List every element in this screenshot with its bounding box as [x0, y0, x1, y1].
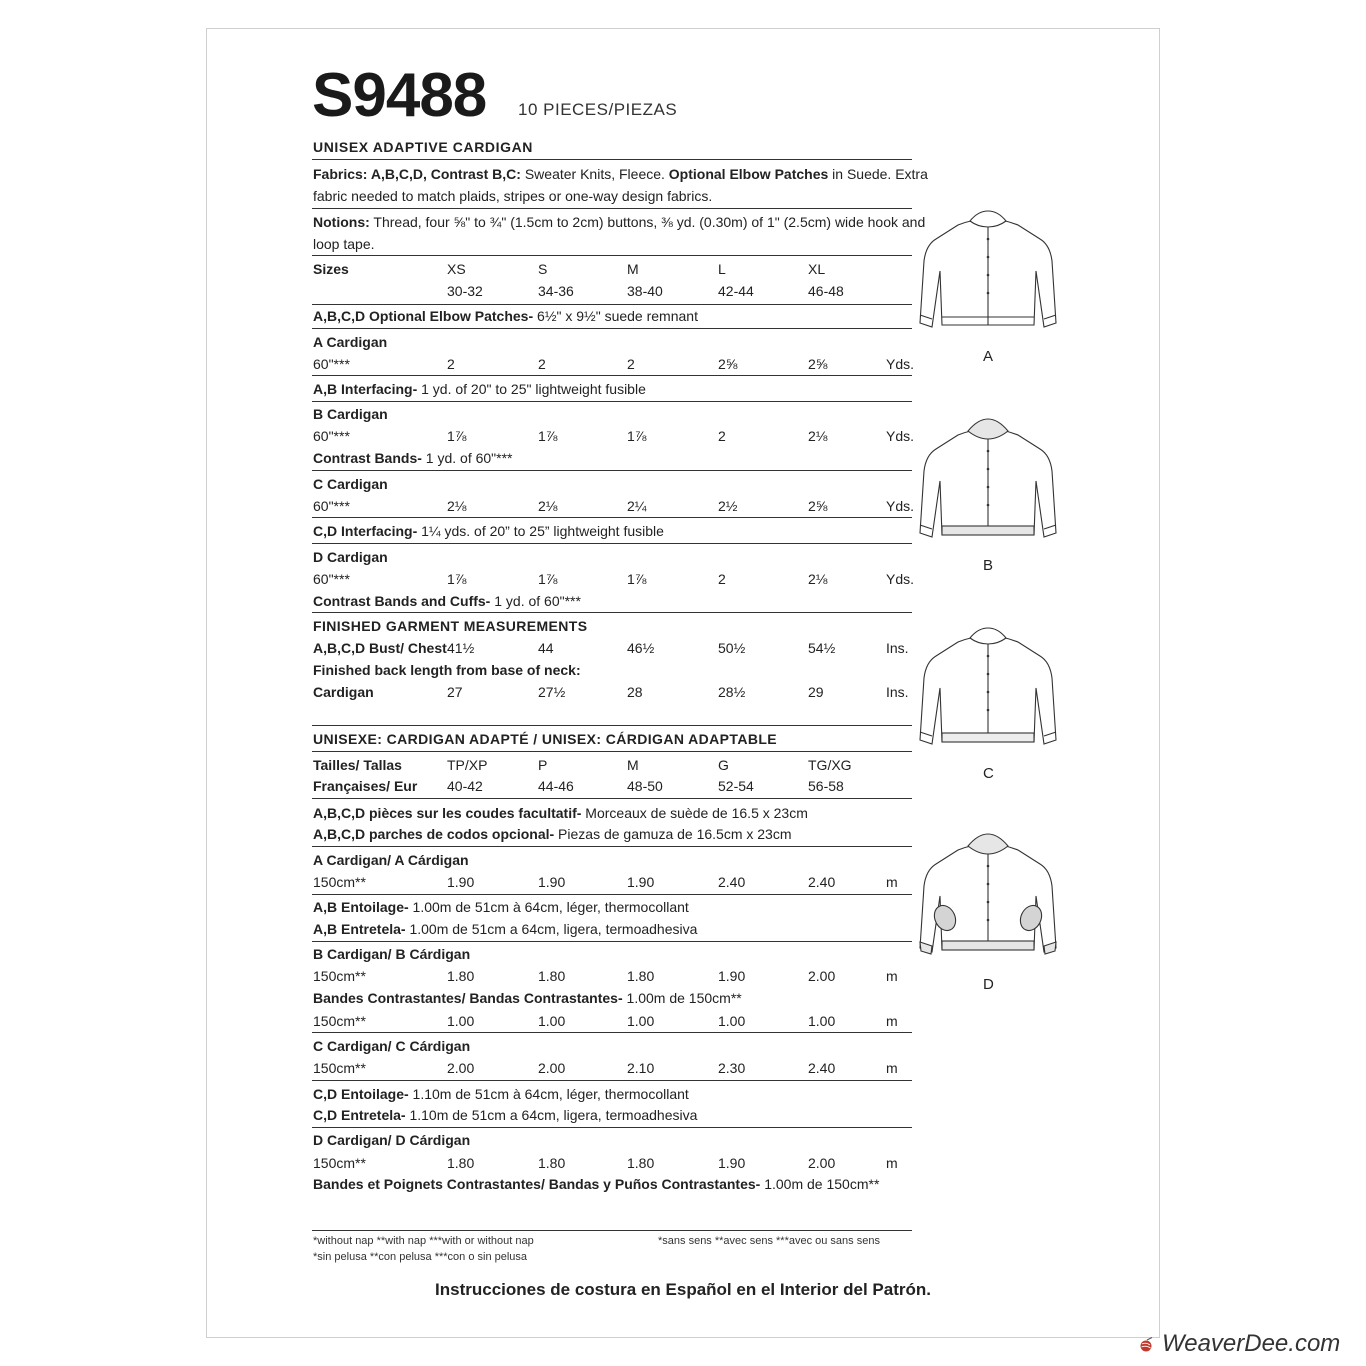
- a-cardigan-label: A Cardigan: [313, 334, 388, 350]
- size-range: 56-58: [808, 778, 844, 794]
- value-cell: 28: [627, 684, 643, 700]
- fabric-width: 60"***: [313, 428, 350, 444]
- elbow-patches-line: A,B,C,D Optional Elbow Patches- 6½" x 9½" suede remnant: [313, 308, 698, 324]
- value-cell: 2⅛: [447, 498, 467, 514]
- view-c-illustration: [918, 622, 1058, 762]
- value-cell: 54½: [808, 640, 836, 656]
- value-cell: 1.00: [718, 1013, 746, 1029]
- unit-label: Ins.: [886, 684, 909, 700]
- value-cell: 2: [447, 356, 455, 372]
- yarn-icon: [1138, 1337, 1154, 1353]
- value-cell: 1⅞: [627, 428, 647, 444]
- cd-interfacing-line: C,D Interfacing- 1¼ yds. of 20” to 25” lightweight fusible: [313, 523, 664, 539]
- view-b-label: B: [983, 557, 994, 574]
- value-cell: 1.80: [627, 968, 655, 984]
- d-cardigan-label: D Cardigan: [313, 549, 388, 565]
- spanish-instructions-note: Instrucciones de costura en Español en el Interior del Patrón.: [435, 1280, 931, 1299]
- divider: [312, 401, 912, 402]
- size-range: 52-54: [718, 778, 754, 794]
- fabric-width: 150cm**: [313, 1060, 366, 1076]
- unit-label: Yds.: [886, 356, 915, 372]
- divider: [312, 894, 912, 895]
- fabrics-line-1: Fabrics: A,B,C,D, Contrast B,C: Sweater Knits, Fleece. Optional Elbow Patches in Suede. Extra: [313, 166, 928, 182]
- value-cell: 1.00: [627, 1013, 655, 1029]
- b-cardigan-metric-label: B Cardigan/ B Cárdigan: [313, 946, 471, 962]
- b-bands-metric-line: Bandes Contrastantes/ Bandas Contrastantes- 1.00m de 150cm**: [313, 990, 742, 1006]
- size-range: 44-46: [538, 778, 574, 794]
- value-cell: 1.90: [718, 1155, 746, 1171]
- pattern-code: S9488: [312, 61, 487, 130]
- value-cell: 2.40: [808, 1060, 836, 1076]
- fabric-width: 150cm**: [313, 874, 366, 890]
- unit-label: m: [886, 1013, 898, 1029]
- size-range: 48-50: [627, 778, 663, 794]
- tailles-label: Tailles/ Tallas: [313, 757, 402, 773]
- bust-label: A,B,C,D Bust/ Chest: [313, 640, 447, 656]
- notions-line-2: loop tape.: [313, 236, 375, 252]
- value-cell: 1⅞: [538, 428, 558, 444]
- view-d-label: D: [983, 976, 994, 993]
- value-cell: 28½: [718, 684, 746, 700]
- value-cell: 1.80: [538, 1155, 566, 1171]
- value-cell: 2.10: [627, 1060, 655, 1076]
- value-cell: 50½: [718, 640, 746, 656]
- divider: [312, 846, 912, 847]
- unit-label: Ins.: [886, 640, 909, 656]
- value-cell: 1⅞: [627, 571, 647, 587]
- value-cell: 2.00: [808, 968, 836, 984]
- size-name: M: [627, 261, 639, 277]
- value-cell: 29: [808, 684, 824, 700]
- value-cell: 2⅝: [808, 356, 828, 372]
- fabrics-line-2: fabric needed to match plaids, stripes or one-way design fabrics.: [313, 188, 713, 204]
- value-cell: 1⅞: [447, 571, 467, 587]
- francaises-label: Françaises/ Eur: [313, 778, 418, 794]
- value-cell: 44: [538, 640, 554, 656]
- unit-label: m: [886, 874, 898, 890]
- fabric-width: 150cm**: [313, 1013, 366, 1029]
- size-name: P: [538, 757, 548, 773]
- value-cell: 2⅛: [808, 571, 828, 587]
- fabric-width: 150cm**: [313, 1155, 366, 1171]
- value-cell: 2.40: [808, 874, 836, 890]
- divider: [312, 304, 912, 305]
- value-cell: 2⅛: [808, 428, 828, 444]
- size-name: G: [718, 757, 729, 773]
- fabric-width: 60"***: [313, 571, 350, 587]
- footnote-es: *sin pelusa **con pelusa ***con o sin pelusa: [313, 1251, 528, 1263]
- unit-label: m: [886, 968, 898, 984]
- back-length-label: Finished back length from base of neck:: [313, 662, 581, 678]
- value-cell: 2.00: [538, 1060, 566, 1076]
- value-cell: 2⅝: [808, 498, 828, 514]
- size-range: 40-42: [447, 778, 483, 794]
- elbow-es-line: A,B,C,D parches de codos opcional- Piezas de gamuza de 16.5cm x 23cm: [313, 826, 792, 842]
- divider: [312, 543, 912, 544]
- divider: [312, 941, 912, 942]
- divider: [312, 798, 912, 799]
- sizes-label: Sizes: [313, 261, 349, 277]
- cardigan-length-label: Cardigan: [313, 684, 374, 700]
- divider: [312, 255, 912, 256]
- ab-interfacing-line: A,B Interfacing- 1 yd. of 20" to 25" lightweight fusible: [313, 381, 646, 397]
- value-cell: 1⅞: [538, 571, 558, 587]
- value-cell: 27: [447, 684, 463, 700]
- value-cell: 1⅞: [447, 428, 467, 444]
- divider: [312, 1230, 912, 1231]
- value-cell: 1.80: [538, 968, 566, 984]
- divider: [312, 1080, 912, 1081]
- size-range: 46-48: [808, 283, 844, 299]
- ab-entretela-line: A,B Entretela- 1.00m de 51cm a 64cm, ligera, termoadhesiva: [313, 921, 698, 937]
- unit-label: m: [886, 1155, 898, 1171]
- c-cardigan-metric-label: C Cardigan/ C Cárdigan: [313, 1038, 471, 1054]
- cd-entoilage-line: C,D Entoilage- 1.10m de 51cm à 64cm, léger, thermocollant: [313, 1086, 689, 1102]
- divider: [312, 612, 912, 613]
- fabric-width: 60"***: [313, 356, 350, 372]
- value-cell: 2½: [718, 498, 738, 514]
- notions-line-1: Notions: Thread, four ⅝" to ¾" (1.5cm to 2cm) buttons, ⅜ yd. (0.30m) of 1" (2.5cm) wide hook and: [313, 214, 926, 230]
- value-cell: 1.90: [447, 874, 475, 890]
- unit-label: Yds.: [886, 571, 915, 587]
- elbow-fr-line: A,B,C,D pièces sur les coudes facultatif- Morceaux de suède de 16.5 x 23cm: [313, 805, 808, 821]
- value-cell: 2⅛: [538, 498, 558, 514]
- value-cell: 1.90: [627, 874, 655, 890]
- value-cell: 2¼: [627, 498, 647, 514]
- divider: [312, 208, 912, 209]
- size-name: L: [718, 261, 726, 277]
- size-range: 34-36: [538, 283, 574, 299]
- divider: [312, 725, 912, 726]
- view-d-illustration: [918, 830, 1058, 970]
- value-cell: 2: [627, 356, 635, 372]
- b-contrast-bands-line: Contrast Bands- 1 yd. of 60"***: [313, 450, 513, 466]
- ab-entoilage-line: A,B Entoilage- 1.00m de 51cm à 64cm, léger, thermocollant: [313, 899, 689, 915]
- view-a-label: A: [983, 348, 994, 365]
- view-c-label: C: [983, 765, 994, 782]
- size-name: XS: [447, 261, 466, 277]
- value-cell: 1.90: [538, 874, 566, 890]
- divider: [312, 328, 912, 329]
- value-cell: 1.00: [538, 1013, 566, 1029]
- footnote-fr: *sans sens **avec sens ***avec ou sans sens: [658, 1235, 880, 1247]
- value-cell: 2.00: [808, 1155, 836, 1171]
- value-cell: 2.30: [718, 1060, 746, 1076]
- watermark-text: WeaverDee.com: [1162, 1330, 1341, 1357]
- size-name: TP/XP: [447, 757, 488, 773]
- value-cell: 2: [538, 356, 546, 372]
- b-cardigan-label: B Cardigan: [313, 406, 388, 422]
- pattern-title: UNISEX ADAPTIVE CARDIGAN: [313, 139, 534, 155]
- size-name: S: [538, 261, 548, 277]
- value-cell: 1.80: [447, 1155, 475, 1171]
- unit-label: Yds.: [886, 428, 915, 444]
- value-cell: 2⅝: [718, 356, 738, 372]
- view-b-illustration: [918, 415, 1058, 555]
- size-name: M: [627, 757, 639, 773]
- size-range: 42-44: [718, 283, 754, 299]
- unit-label: Yds.: [886, 498, 915, 514]
- value-cell: 1.90: [718, 968, 746, 984]
- value-cell: 1.00: [447, 1013, 475, 1029]
- value-cell: 2.00: [447, 1060, 475, 1076]
- c-cardigan-label: C Cardigan: [313, 476, 388, 492]
- value-cell: 1.80: [447, 968, 475, 984]
- value-cell: 2: [718, 571, 726, 587]
- size-range: 30-32: [447, 283, 483, 299]
- d-contrast-bands-line: Contrast Bands and Cuffs- 1 yd. of 60"***: [313, 593, 581, 609]
- view-a-illustration: [918, 205, 1058, 345]
- size-name: XL: [808, 261, 826, 277]
- size-name: TG/XG: [808, 757, 852, 773]
- divider: [312, 1127, 912, 1128]
- divider: [312, 751, 912, 752]
- d-bands-metric-line: Bandes et Poignets Contrastantes/ Bandas y Puños Contrastantes- 1.00m de 150cm**: [313, 1176, 880, 1192]
- size-range: 38-40: [627, 283, 663, 299]
- cd-entretela-line: C,D Entretela- 1.10m de 51cm a 64cm, ligera, termoadhesiva: [313, 1107, 698, 1123]
- divider: [312, 470, 912, 471]
- fabric-width: 60"***: [313, 498, 350, 514]
- value-cell: 46½: [627, 640, 655, 656]
- divider: [312, 375, 912, 376]
- a-cardigan-metric-label: A Cardigan/ A Cárdigan: [313, 852, 469, 868]
- footnote-en: *without nap **with nap ***with or without nap: [313, 1235, 534, 1247]
- value-cell: 2: [718, 428, 726, 444]
- divider: [312, 517, 912, 518]
- d-cardigan-metric-label: D Cardigan/ D Cárdigan: [313, 1132, 471, 1148]
- value-cell: 2.40: [718, 874, 746, 890]
- metric-title: UNISEXE: CARDIGAN ADAPTÉ / UNISEX: CÁRDIGAN ADAPTABLE: [313, 731, 778, 747]
- fabric-width: 150cm**: [313, 968, 366, 984]
- finished-heading: FINISHED GARMENT MEASUREMENTS: [313, 618, 588, 634]
- pieces-count: 10 PIECES/PIEZAS: [518, 100, 678, 119]
- value-cell: 41½: [447, 640, 475, 656]
- value-cell: 27½: [538, 684, 566, 700]
- unit-label: m: [886, 1060, 898, 1076]
- divider: [312, 159, 912, 160]
- value-cell: 1.80: [627, 1155, 655, 1171]
- value-cell: 1.00: [808, 1013, 836, 1029]
- divider: [312, 1032, 912, 1033]
